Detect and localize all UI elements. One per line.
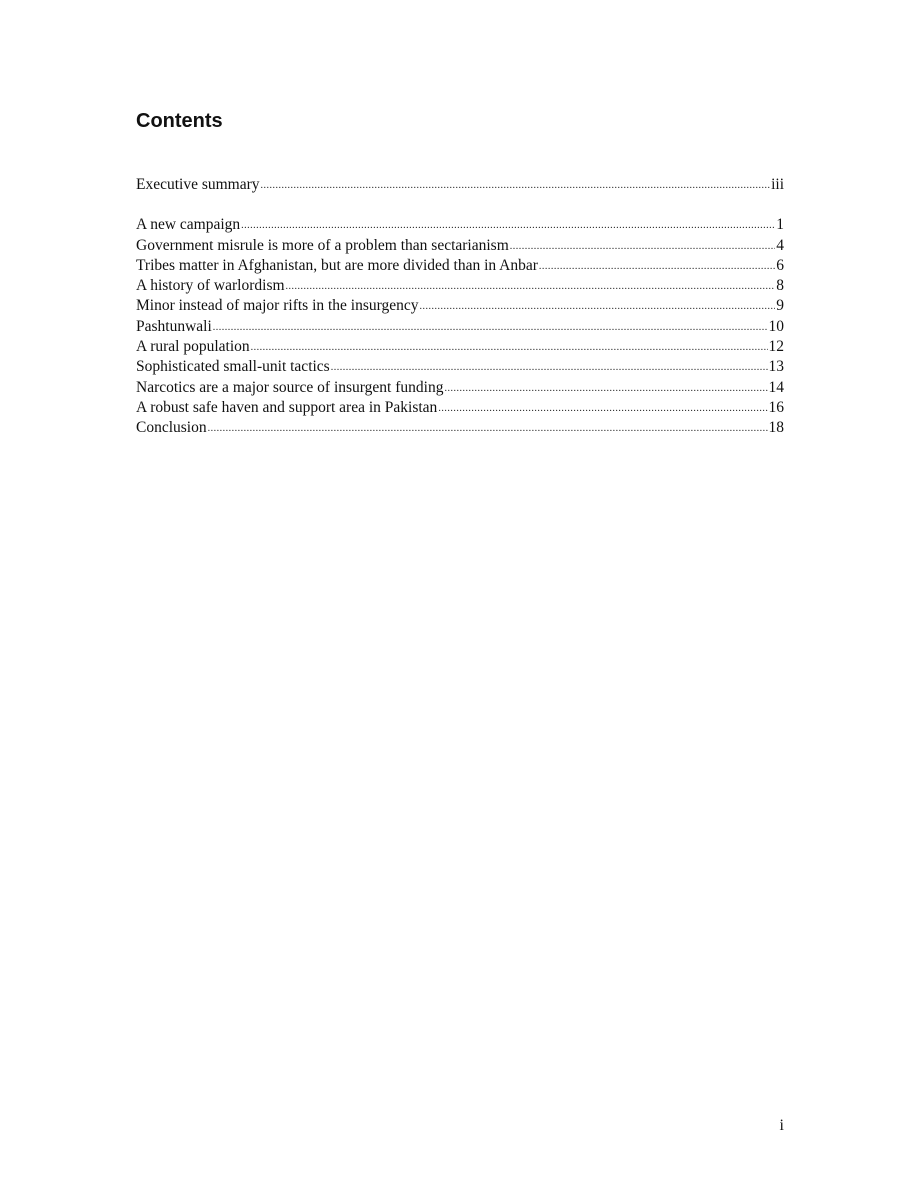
toc-entry-minor-rifts[interactable] xyxy=(136,296,784,316)
table-of-contents xyxy=(136,175,784,439)
toc-dot-leader xyxy=(261,176,771,195)
toc-entry-title: Narcotics are a major source of insurgent funding xyxy=(136,378,444,396)
page-number: i xyxy=(779,1117,784,1134)
toc-entry-title: Conclusion xyxy=(136,419,207,437)
toc-entry-pashtunwali[interactable] xyxy=(136,317,784,337)
toc-dot-leader xyxy=(331,358,768,377)
toc-entry-safe-haven-pakistan[interactable] xyxy=(136,398,784,418)
toc-entry-title: Executive summary xyxy=(136,176,260,193)
toc-entry-page: 12 xyxy=(768,338,784,356)
toc-entry-page: 1 xyxy=(776,216,784,234)
toc-entry-page: iii xyxy=(771,176,784,193)
toc-dot-leader xyxy=(208,419,768,438)
toc-entry-page: 9 xyxy=(776,297,784,315)
toc-entry-title: Tribes matter in Afghanistan, but are more divided than in Anbar xyxy=(136,256,538,274)
toc-entry-title: Pashtunwali xyxy=(136,317,212,335)
toc-entry-page: 14 xyxy=(768,378,784,396)
toc-dot-leader xyxy=(251,338,768,357)
toc-entry-title: A history of warlordism xyxy=(136,277,285,295)
toc-entry-page: 18 xyxy=(768,419,784,437)
toc-entry-conclusion[interactable] xyxy=(136,418,784,438)
toc-entry-government-misrule[interactable] xyxy=(136,236,784,256)
toc-entry-page: 13 xyxy=(768,358,784,376)
toc-entry-history-of-warlordism[interactable] xyxy=(136,276,784,296)
toc-entry-a-new-campaign[interactable] xyxy=(136,215,784,235)
toc-entry-rural-population[interactable] xyxy=(136,337,784,357)
toc-entry-page: 10 xyxy=(768,317,784,335)
toc-entry-executive-summary[interactable] xyxy=(136,175,784,195)
toc-dot-leader xyxy=(241,216,775,235)
toc-dot-leader xyxy=(539,257,775,276)
toc-entry-page: 8 xyxy=(776,277,784,295)
toc-entry-small-unit-tactics[interactable] xyxy=(136,357,784,377)
toc-dot-leader xyxy=(420,297,776,316)
toc-entry-page: 6 xyxy=(776,256,784,274)
toc-entry-title: A new campaign xyxy=(136,216,241,234)
contents-heading: Contents xyxy=(136,110,223,132)
toc-entry-tribes-matter[interactable] xyxy=(136,256,784,276)
toc-entry-page: 4 xyxy=(776,236,784,254)
toc-entry-title: A robust safe haven and support area in Pakistan xyxy=(136,398,438,416)
toc-entry-title: Sophisticated small-unit tactics xyxy=(136,358,330,376)
toc-entry-title: Government misrule is more of a problem than sectarianism xyxy=(136,236,509,254)
toc-dot-leader xyxy=(510,237,775,256)
toc-entry-title: Minor instead of major rifts in the insurgency xyxy=(136,297,419,315)
toc-entry-narcotics[interactable] xyxy=(136,378,784,398)
toc-dot-leader xyxy=(438,399,767,418)
toc-dot-leader xyxy=(444,379,767,398)
toc-dot-leader xyxy=(286,277,776,296)
toc-entry-title: A rural population xyxy=(136,338,250,356)
toc-entry-page: 16 xyxy=(768,398,784,416)
toc-dot-leader xyxy=(213,318,768,337)
